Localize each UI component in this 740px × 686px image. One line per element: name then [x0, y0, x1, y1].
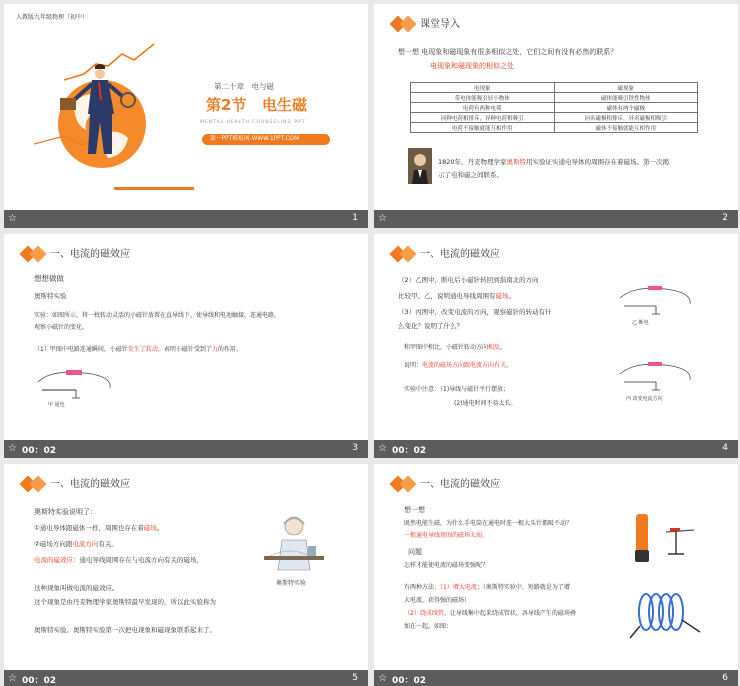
slide-thumbnail-1[interactable] [4, 4, 368, 228]
slide-thumbnail-2[interactable] [374, 4, 738, 228]
table-cell: 同名磁极相排斥，异名磁极相吸引 [554, 113, 698, 123]
diamond-icon [400, 16, 417, 33]
star-icon: ☆ [378, 443, 387, 454]
title-illustration [4, 4, 194, 204]
slide-number: 2 [722, 213, 728, 223]
figure-label: 乙 断电 [632, 320, 649, 326]
figure-caption: 奥斯特实验 [276, 580, 307, 587]
slide-number: 4 [722, 443, 728, 453]
table-header-cell: 磁现象 [554, 83, 698, 93]
text-line: ①通电导体跟磁体一样，周围也存在着磁场。 [34, 524, 164, 532]
text-line: 怎样才能使电流的磁场变强呢？ [404, 562, 489, 569]
text-line: （3）丙图中，改变电流的方向，观察磁针的转动有什 [398, 308, 552, 316]
slide-thumbnail-4[interactable] [374, 234, 738, 458]
slide-status-bar [374, 210, 738, 228]
slide-canvas [374, 234, 738, 440]
slide-heading: 一、电流的磁效应 [50, 479, 130, 490]
slide-thumbnail-6[interactable] [374, 464, 738, 686]
text-line: 这种现象叫做电流的磁效应。 [34, 584, 119, 592]
table-cell: 磁体能吸引铁性物体 [554, 93, 698, 103]
text-line: 奥斯特实验说明了： [34, 508, 97, 516]
slide-heading: 一、电流的磁效应 [420, 479, 500, 490]
diamond-icon [30, 246, 47, 263]
slide-canvas [4, 464, 368, 670]
text-line: 一根通电导线周围的磁场太弱。 [404, 532, 489, 539]
slide-status-bar [4, 670, 368, 686]
course-header: 人教版九年级物理（初中） [16, 14, 89, 21]
slide-status-bar [374, 440, 738, 458]
star-icon: ☆ [378, 673, 387, 684]
slide-status-bar [4, 440, 368, 458]
table-cell: 电荷有两种电荷 [411, 103, 555, 113]
text-line: 实验中注意：（1)导线与磁针平行摆放； [404, 386, 510, 393]
text-line: （2）绕成线管。让导线集中起来绕成管状，各导线产生的磁场叠 [404, 610, 576, 617]
figure-bing [616, 358, 696, 394]
table-row [411, 123, 698, 133]
slide-status-bar [4, 210, 368, 228]
slide-status-bar [374, 670, 738, 686]
table-row [411, 103, 698, 113]
figure-label: 丙 改变电流方向 [626, 396, 663, 402]
text-line: 电流的磁效应：通电导线周围存在与电流方向有关的磁场， [34, 556, 203, 564]
diamond-icon [30, 476, 47, 493]
slide-number: 3 [352, 443, 358, 453]
slide-timing: 00：02 [392, 676, 427, 686]
slide-canvas [374, 4, 738, 210]
oersted-portrait [408, 148, 432, 184]
slide-number: 5 [352, 673, 358, 683]
oersted-illustration [260, 512, 330, 574]
text-line: 既然电能生磁，为什么手电筒在通电时连一根大头针都吸不动？ [404, 520, 573, 527]
text-line: 有两种方法：（1）增大电流；（奥斯特实验中，短路就是为了增 [404, 584, 570, 591]
slide-timing: 00：02 [22, 676, 57, 686]
slide-thumbnail-5[interactable] [4, 464, 368, 686]
table-cell: 同种电荷相排斥，异种电荷相吸引 [411, 113, 555, 123]
text-line: 大电流，获得强的磁场） [404, 597, 471, 604]
slide-heading: 课堂导入 [420, 19, 460, 30]
description-line: 观察小磁针的变化。 [34, 324, 89, 331]
star-icon: ☆ [8, 213, 17, 224]
think-question: 想一想 电现象和磁现象有很多相似之处，它们之间有没有必然的联系？ [398, 48, 618, 56]
slide-number: 1 [352, 213, 358, 223]
coil-figure [626, 586, 706, 642]
figure-label: 甲 通电 [48, 402, 65, 408]
flashlight-figure [626, 508, 698, 568]
text-line: 想一想 [404, 506, 425, 514]
table-header-cell: 电现象 [411, 83, 555, 93]
experiment-figure [32, 364, 122, 404]
oersted-name: 奥斯特 [506, 158, 527, 166]
slide-title: 电生磁 [262, 96, 308, 114]
subtitle: MENTAL HEALTH COUNSELING PPT [200, 120, 306, 125]
text-line: ②磁场方向跟电流方向有关。 [34, 540, 118, 548]
description-line: 实验：如图所示，将一枚转动灵活的小磁针放置在直导线下，使导线和电池触接，连通电路， [34, 312, 281, 319]
figure-yi [616, 282, 696, 318]
subhead: 想想做做 [34, 274, 64, 283]
slide-timing: 00：02 [392, 446, 427, 456]
text-line: 么变化？说明了什么？ [398, 322, 463, 330]
website-badge: 第一PPT模板网-WWW.1PPT.COM [202, 134, 330, 145]
table-cell: 电荷不接触就能互相作用 [411, 123, 555, 133]
text-line: 说明：电流的磁场方向跟电流方向有关。 [404, 362, 513, 369]
diamond-icon [400, 476, 417, 493]
slide-heading: 一、电流的磁效应 [50, 249, 130, 260]
observation-line: （1）甲图中电路连通瞬间，小磁针发生了转动，表明小磁针受到了力的作用。 [34, 346, 242, 353]
comparison-table [410, 82, 698, 133]
text-line: （2）乙图中，断电后小磁针转回到指南北的方向 [398, 276, 539, 284]
diamond-icon [400, 246, 417, 263]
table-row [411, 113, 698, 123]
star-icon: ☆ [8, 673, 17, 684]
text-line: 这个现象是由丹麦物理学家奥斯特最早发现的，所以此实验称为 [34, 598, 216, 606]
table-header-row [411, 83, 698, 93]
text-line: 奥斯特实验。奥斯特实验第一次把电现象和磁现象联系起来了。 [34, 626, 216, 634]
text-line: 加在一起。如图： [404, 623, 453, 630]
chapter-label: 第二十章 电与磁 [214, 82, 274, 91]
history-paragraph-line2: 示了电和磁之间联系。 [438, 171, 503, 179]
history-paragraph: 1820年，丹麦物理学家奥斯特用实验证实通电导体的周围存在着磁场。第一次揭 [438, 158, 670, 166]
slide-number: 6 [722, 673, 728, 683]
text-line: 和甲图中相比，小磁针转动方向相反。 [404, 344, 507, 351]
text-line: 比较甲、乙，说明通电导线周围有磁场。 [398, 292, 515, 300]
slide-canvas [4, 234, 368, 440]
slide-canvas [374, 464, 738, 670]
slide-canvas [4, 4, 368, 210]
experiment-label: 奥斯特实验 [34, 292, 67, 300]
table-title: 电现象和磁现象的相似之处 [430, 62, 514, 70]
table-row [411, 93, 698, 103]
table-cell: 磁体不接触就能互相作用 [554, 123, 698, 133]
slide-heading: 一、电流的磁效应 [420, 249, 500, 260]
slide-thumbnail-3[interactable] [4, 234, 368, 458]
section-label: 第2节 [206, 96, 247, 114]
table-cell: 带电体能吸引轻小物体 [411, 93, 555, 103]
table-cell: 磁体有两个磁极 [554, 103, 698, 113]
text-line: 问题 [408, 548, 422, 556]
slide-timing: 00：02 [22, 446, 57, 456]
star-icon: ☆ [378, 213, 387, 224]
text-line: (2)通电时间不易太长。 [454, 400, 517, 407]
star-icon: ☆ [8, 443, 17, 454]
